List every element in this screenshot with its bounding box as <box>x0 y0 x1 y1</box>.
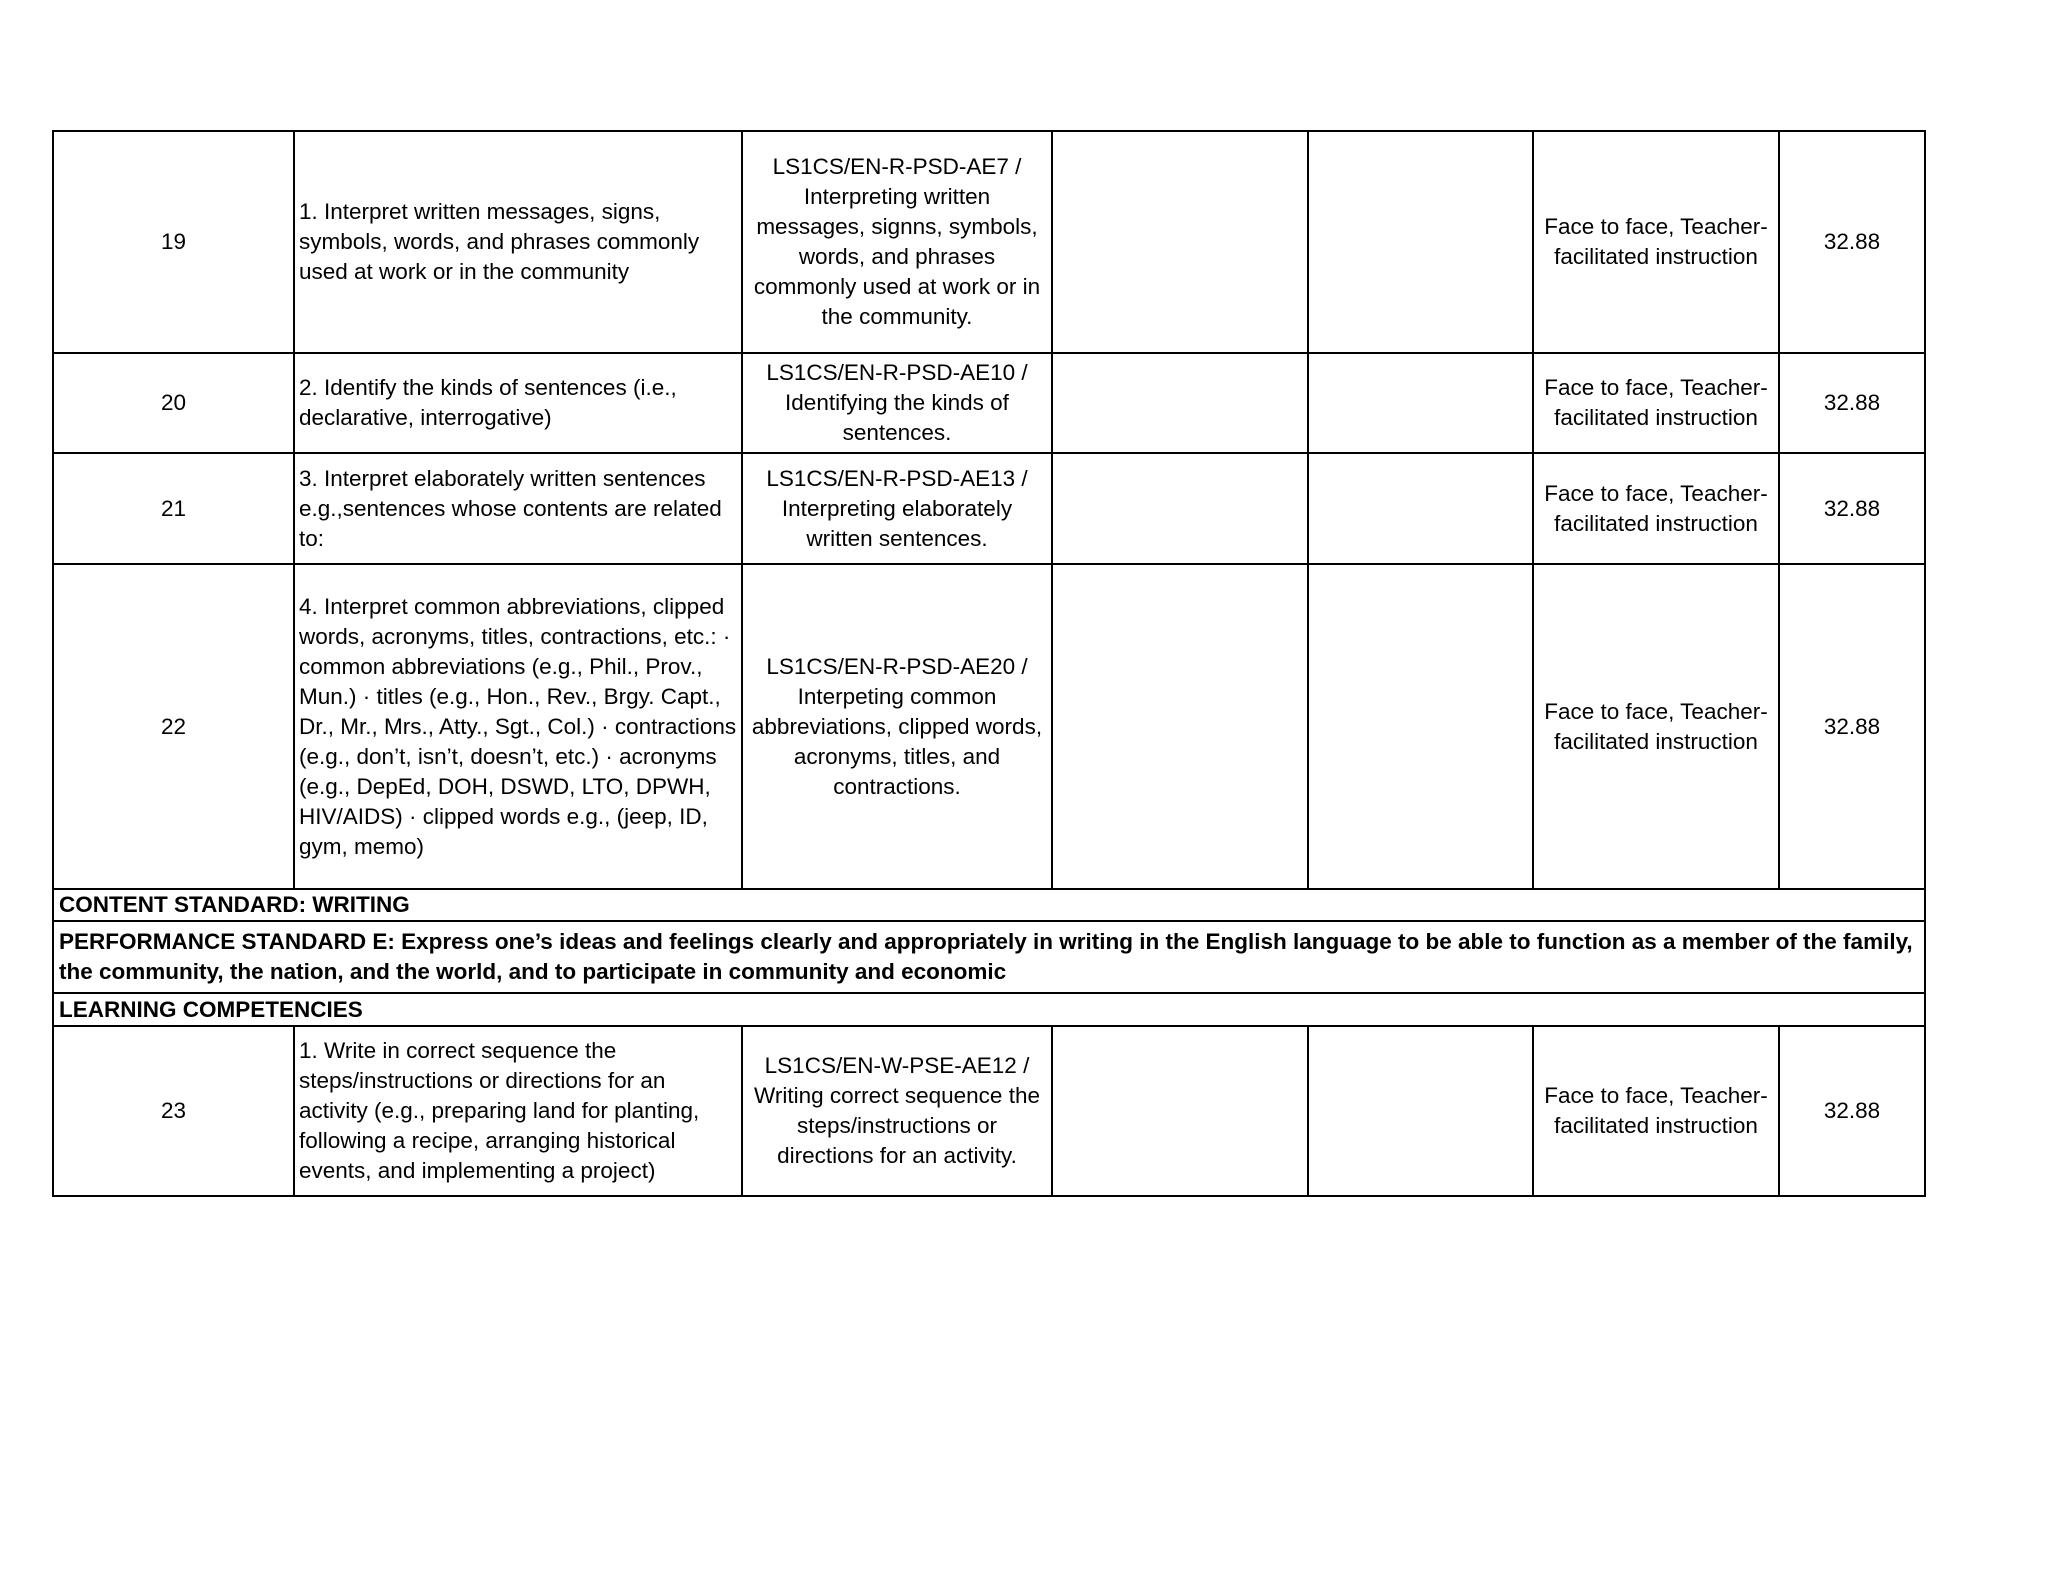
empty-cell <box>1052 1026 1308 1196</box>
empty-cell <box>1052 353 1308 453</box>
table-row <box>53 131 1925 353</box>
row-number: 23 <box>53 1026 294 1196</box>
empty-cell <box>1308 564 1533 889</box>
delivery-mode: Face to face, Teacher-facilitated instruction <box>1533 1026 1779 1196</box>
empty-cell <box>1308 453 1533 564</box>
competency-code: LS1CS/EN-W-PSE-AE12 / Writing correct sequence the steps/instructions or directions for an activity. <box>742 1026 1052 1196</box>
content-standard-heading: CONTENT STANDARD: WRITING <box>53 889 1925 921</box>
row-number: 21 <box>53 453 294 564</box>
row-number: 19 <box>53 131 294 353</box>
empty-cell <box>1052 453 1308 564</box>
row-number: 22 <box>53 564 294 889</box>
delivery-mode: Face to face, Teacher-facilitated instruction <box>1533 353 1779 453</box>
learning-competencies-heading: LEARNING COMPETENCIES <box>53 993 1925 1026</box>
empty-cell <box>1052 131 1308 353</box>
content-standard-row <box>53 889 1925 921</box>
empty-cell <box>1052 564 1308 889</box>
hours-value: 32.88 <box>1779 564 1925 889</box>
competency-code: LS1CS/EN-R-PSD-AE7 / Interpreting written messages, signns, symbols, words, and phrases commonly used at work or in the community. <box>742 131 1052 353</box>
hours-value: 32.88 <box>1779 1026 1925 1196</box>
performance-standard-row <box>53 921 1925 993</box>
learning-competency: 2. Identify the kinds of sentences (i.e., declarative, interrogative) <box>294 353 742 453</box>
empty-cell <box>1308 131 1533 353</box>
delivery-mode: Face to face, Teacher-facilitated instruction <box>1533 453 1779 564</box>
table-row <box>53 453 1925 564</box>
hours-value: 32.88 <box>1779 353 1925 453</box>
delivery-mode: Face to face, Teacher-facilitated instruction <box>1533 564 1779 889</box>
competency-code: LS1CS/EN-R-PSD-AE20 / Interpeting common abbreviations, clipped words, acronyms, titles, and contractions. <box>742 564 1052 889</box>
learning-competency: 4. Interpret common abbreviations, clipped words, acronyms, titles, contractions, etc.: · common abbreviations (e.g., Phil., Prov., Mun.) · titles (e.g., Hon., Rev., Brgy. Capt., Dr., Mr., Mrs., Atty., Sgt., Col.) · contractions (e.g., don’t, isn’t, doesn’t, etc.) · acronyms (e.g., DepEd, DOH, DSWD, LTO, DPWH, HIV/AIDS) · clipped words e.g., (jeep, ID, gym, memo) <box>294 564 742 889</box>
empty-cell <box>1308 353 1533 453</box>
delivery-mode: Face to face, Teacher-facilitated instruction <box>1533 131 1779 353</box>
learning-competency: 1. Write in correct sequence the steps/instructions or directions for an activity (e.g., preparing land for planting, following a recipe, arranging historical events, and implementing a project) <box>294 1026 742 1196</box>
hours-value: 32.88 <box>1779 131 1925 353</box>
performance-standard-heading: PERFORMANCE STANDARD E: Express one’s ideas and feelings clearly and appropriately in writing in the English language to be able to function as a member of the family, the community, the nation, and the world, and to participate in community and economic <box>53 921 1925 993</box>
curriculum-table <box>52 130 1926 1197</box>
table-row <box>53 1026 1925 1196</box>
learning-competencies-row <box>53 993 1925 1026</box>
competency-code: LS1CS/EN-R-PSD-AE10 / Identifying the kinds of sentences. <box>742 353 1052 453</box>
competency-code: LS1CS/EN-R-PSD-AE13 / Interpreting elaborately written sentences. <box>742 453 1052 564</box>
empty-cell <box>1308 1026 1533 1196</box>
learning-competency: 1. Interpret written messages, signs, symbols, words, and phrases commonly used at work or in the community <box>294 131 742 353</box>
row-number: 20 <box>53 353 294 453</box>
table-row <box>53 353 1925 453</box>
table-row <box>53 564 1925 889</box>
hours-value: 32.88 <box>1779 453 1925 564</box>
learning-competency: 3. Interpret elaborately written sentences e.g.,sentences whose contents are related to: <box>294 453 742 564</box>
